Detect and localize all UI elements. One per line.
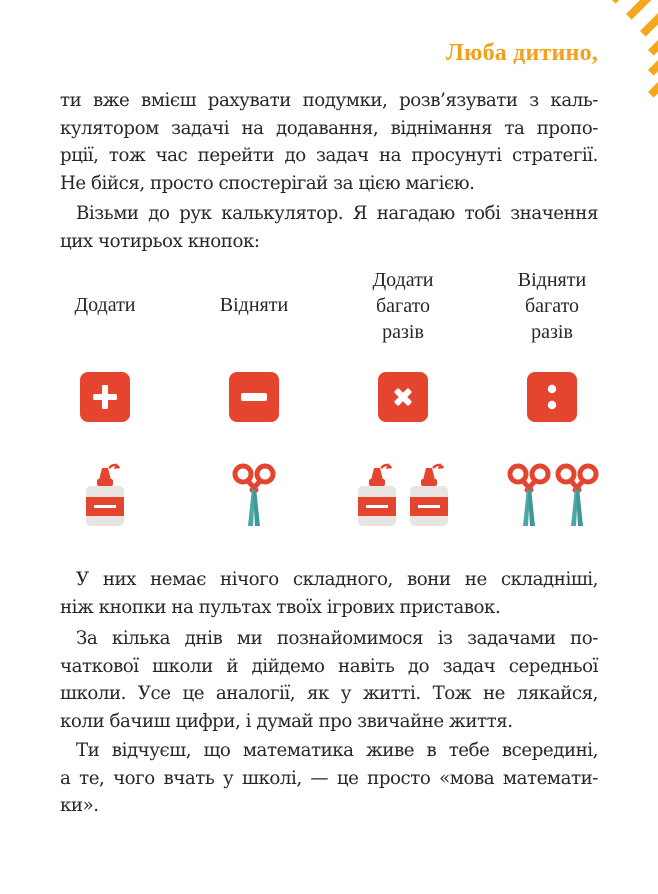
divide-icon — [527, 372, 577, 422]
scissors-icon — [229, 460, 279, 534]
two-scissors-icon — [504, 460, 604, 534]
plus-icon — [80, 372, 130, 422]
two-glue-bottles-icon — [352, 460, 462, 534]
glue-bottle-icon — [80, 460, 130, 534]
multiply-icon — [378, 372, 428, 422]
minus-icon — [229, 372, 279, 422]
greeting-heading: Люба дитино, — [445, 40, 598, 66]
label-multiply: Додати багато разів — [372, 269, 434, 343]
school-paragraph: За кілька днів ми познайомимося із задачами по- чаткової школи й дійдемо навіть до задач середньої школи. Усе це аналогії, як у житті. Тож не лякайся, коли бачиш цифри, і думай про звичайне життя. — [60, 628, 598, 732]
label-subtract: Відняти — [219, 294, 289, 316]
calculator-paragraph: Візьми до рук калькулятор. Я нагадаю тобі значення цих чотирьох кнопок: — [60, 203, 598, 252]
label-add: Додати — [74, 294, 136, 316]
label-divide: Відняти багато разів — [517, 269, 587, 343]
math-paragraph: Ти відчуєш, що математика живе в тебе всередині, а те, чого вчать у школі, — це просто «мова математи- ки». — [60, 740, 598, 816]
simple-paragraph: У них немає нічого складного, вони не складніші, ніж кнопки на пультах твоїх ігрових приставок. — [60, 569, 598, 618]
intro-paragraph: ти вже вмієш рахувати подумки, розв’язувати з каль- кулятором задачі на додавання, віднімання та пропо- рції, тож час перейти до задач на просунуті стратегії. Не бійся, просто спостерігай за цією магією. — [60, 90, 598, 194]
